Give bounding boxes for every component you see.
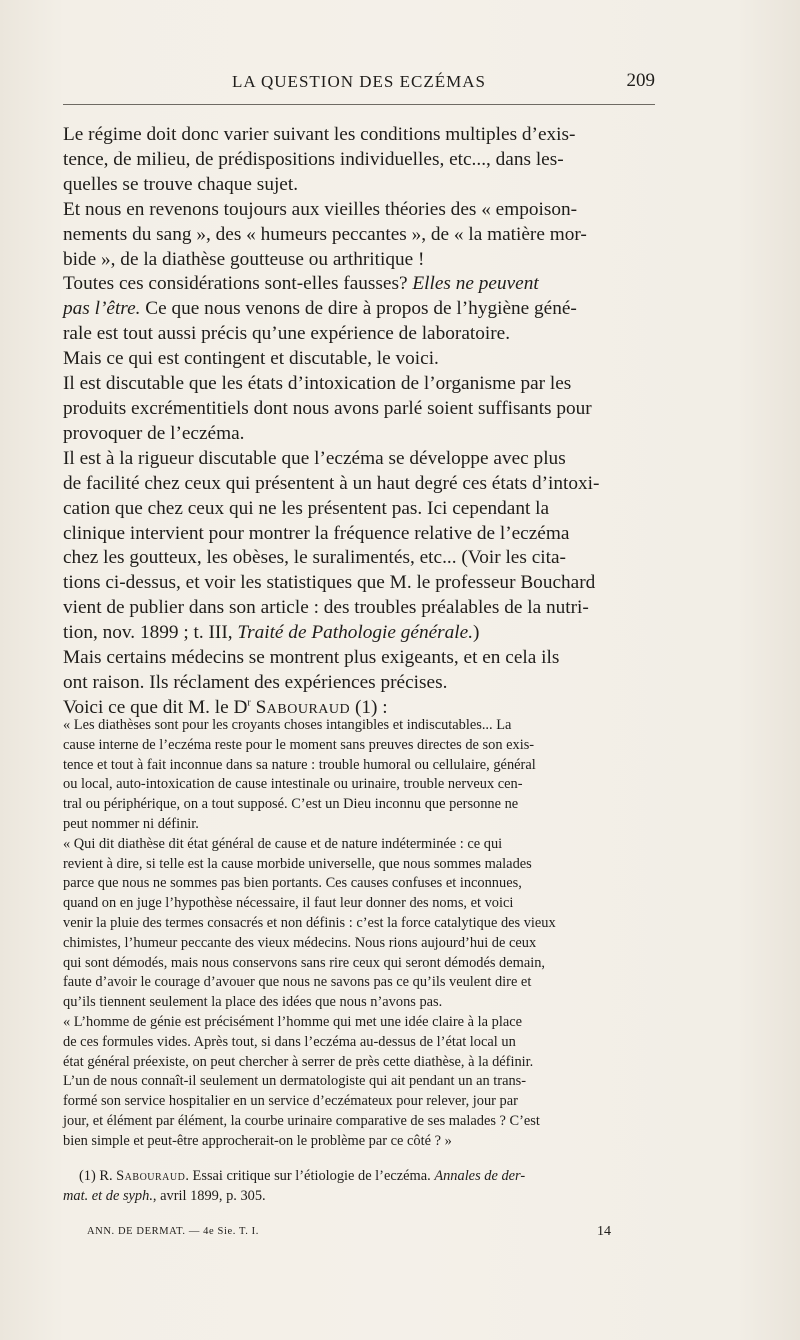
quote-line: parce que nous ne sommes pas bien portants. Ces causes confuses et inconnues, [63,875,522,892]
quote-line: formé son service hospitalier en un service d’eczémateux pour relever, jour par [63,1093,518,1110]
text-line: rale est tout aussi précis qu’une expérience de laboratoire. [63,323,511,345]
block-quote [63,716,655,1152]
quote-line: venir la pluie des termes consacrés et non définis : c’est la force catalytique des vieux [63,914,556,931]
paragraph [63,347,655,372]
header-rule [63,104,655,105]
text-run: Toutes ces considérations sont-elles fausses? [63,273,413,295]
signature-number: 14 [597,1224,611,1239]
page-number: 209 [626,70,655,91]
text-line: tence, de milieu, de prédispositions individuelles, etc..., dans les- [63,148,564,170]
quote-line: qu’ils tiennent seulement la place des idées que nous n’avons pas. [63,994,443,1011]
quote-line: « L’homme de génie est précisément l’homme qui met une idée claire à la place [63,1013,522,1030]
footnote-journal: mat. et de syph. [63,1188,153,1204]
footnote [63,1166,655,1206]
text-run: tion, nov. 1899 ; t. III, [63,622,238,644]
quote-line: chimistes, l’humeur peccante des vieux médecins. Nous rions aujourd’hui de ceux [63,934,537,951]
text-line: Il est à la rigueur discutable que l’eczéma se développe avec plus [63,447,566,469]
text-line: vient de publier dans son article : des troubles préalables de la nutri- [63,597,589,619]
main-text [63,123,655,721]
footnote-marker: (1) R. [79,1168,117,1184]
text-line: Et nous en revenons toujours aux vieilles théories des « empoison- [63,198,578,220]
text-line: chez les goutteux, les obèses, le suralimentés, etc... (Voir les cita- [63,547,566,569]
quote-paragraph [63,716,655,835]
text-line: de facilité chez ceux qui présentent à un haut degré ces états d’intoxi- [63,472,600,494]
paragraph [63,272,655,347]
quote-line: L’un de nous connaît-il seulement un dermatologiste qui ait pendant un an trans- [63,1073,527,1090]
text-line [63,621,655,646]
quote-paragraph [63,835,655,1013]
text-line: produits excrémentitiels dont nous avons parlé soient suffisants pour [63,397,592,419]
paragraph [63,372,655,447]
text-line [63,272,655,297]
quote-line: bien simple et peut-être approcherait-on le problème par ce côté ? » [63,1132,452,1149]
text-line: Mais ce qui est contingent et discutable, le voici. [63,348,439,370]
superscript: r [247,697,251,709]
text-line: Il est discutable que les états d’intoxication de l’organisme par les [63,373,572,395]
quote-line: « Les diathèses sont pour les croyants choses intangibles et indiscutables... La [63,717,512,733]
text-line [63,297,655,322]
quote-line: ou local, auto-intoxication de cause intestinale ou urinaire, trouble nerveux cen- [63,776,523,793]
signature-mark: ANN. DE DERMAT. — 4e Sie. T. I. [87,1226,260,1237]
paragraph [63,447,655,646]
paragraph [63,198,655,273]
text-run: ) [473,622,480,644]
footnote-author: Sabouraud [116,1168,186,1184]
quote-line: état général préexiste, on peut chercher à serrer de près cette diathèse, à la définir. [63,1053,534,1070]
running-title: LA QUESTION DES ECZÉMAS [232,72,486,91]
text-line: provoquer de l’eczéma. [63,422,245,444]
italic-run: Elles ne peuvent [412,273,539,295]
quote-line: jour, et élément par élément, la courbe urinaire comparative de ses malades ? C’est [63,1112,540,1129]
text-run: Ce que nous venons de dire à propos de l’hygiène géné- [140,298,577,320]
text-line: Le régime doit donc varier suivant les conditions multiples d’exis- [63,124,576,145]
text-line: Mais certains médecins se montrent plus exigeants, et en cela ils [63,647,560,669]
quote-line: tence et tout à fait inconnue dans sa nature : trouble humoral ou cellulaire, général [63,756,536,773]
signature-line [63,1226,655,1244]
quote-paragraph [63,1013,655,1152]
text-line: clinique intervient pour montrer la fréquence relative de l’eczéma [63,522,570,544]
quote-line: peut nommer ni définir. [63,815,199,832]
quote-line: cause interne de l’eczéma reste pour le moment sans preuves directes de son exis- [63,736,535,753]
quote-line: quand on en juge l’hypothèse nécessaire, il faut leur donner des noms, et voici [63,895,514,912]
author-name: Sabouraud [255,696,351,718]
page-header [63,72,655,100]
paragraph [63,123,655,198]
quote-line: tral ou périphérique, on a tout supposé. C’est un Dieu inconnu que personne ne [63,796,519,813]
text-line: tions ci-dessus, et voir les statistiques que M. le professeur Bouchard [63,572,596,594]
quote-line: « Qui dit diathèse dit état général de cause et de nature indéterminée : ce qui [63,835,503,852]
text-run: Voici ce que dit M. le D [63,696,248,718]
italic-run: pas l’être. [63,298,141,320]
italic-run: Traité de Pathologie générale. [237,622,474,644]
text-line: bide », de la diathèse goutteuse ou arthritique ! [63,248,425,270]
footnote-journal: Annales de der- [434,1168,526,1184]
quote-line: de ces formules vides. Après tout, si dans l’eczéma au-dessus de l’état local un [63,1033,516,1050]
text-line: quelles se trouve chaque sujet. [63,173,299,195]
footnote-text: , avril 1899, p. 305. [152,1188,266,1204]
text-line: nements du sang », des « humeurs peccantes », de « la matière mor- [63,223,587,245]
text-line: ont raison. Ils réclament des expériences précises. [63,671,448,693]
footnote-text: . Essai critique sur l’étiologie de l’eczéma. [185,1168,435,1184]
quote-line: revient à dire, si telle est la cause morbide universelle, que nous sommes malades [63,855,532,872]
text-line: cation que chez ceux qui ne les présentent pas. Ici cependant la [63,497,550,519]
paragraph [63,646,655,696]
quote-line: faute d’avoir le courage d’avouer que nous ne savons pas ce qu’ils veulent dire et [63,974,532,991]
text-run: (1) : [350,696,388,718]
quote-line: qui sont démodés, mais nous conservons sans rire ceux qui seront démodés demain, [63,954,545,971]
